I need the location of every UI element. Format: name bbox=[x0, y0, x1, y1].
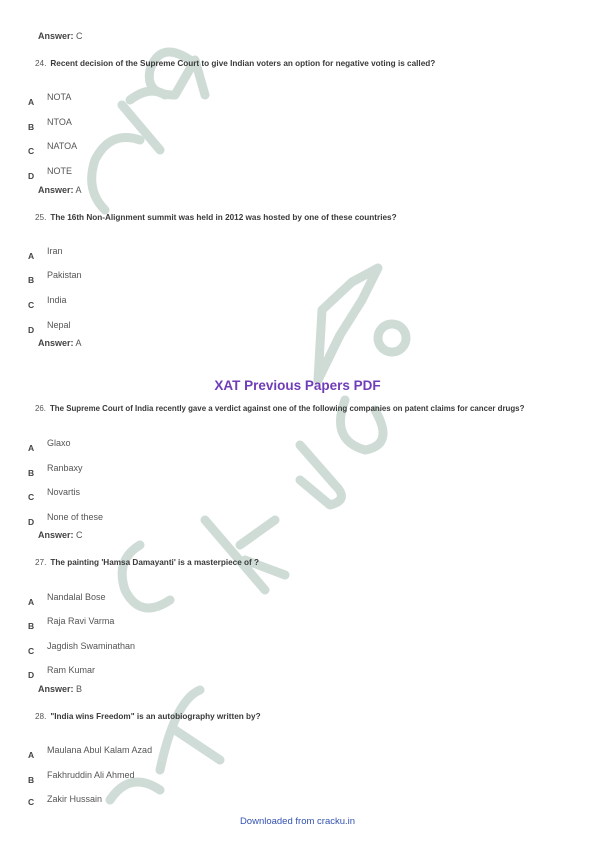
option-25-c[interactable] bbox=[28, 295, 34, 313]
xat-banner-link[interactable]: XAT Previous Papers PDF bbox=[214, 378, 381, 393]
question-number: 24. bbox=[35, 59, 47, 68]
option-text: NOTA bbox=[47, 92, 72, 102]
answer-25 bbox=[38, 338, 82, 348]
option-letter: A bbox=[28, 597, 35, 607]
question-number: 25. bbox=[35, 213, 47, 222]
question-text: The painting 'Hamsa Damayanti' is a masterpiece of ? bbox=[50, 558, 260, 567]
answer-value: A bbox=[75, 185, 82, 195]
option-24-b[interactable] bbox=[28, 117, 34, 135]
option-27-c[interactable] bbox=[28, 641, 34, 659]
question-number: 26. bbox=[35, 404, 46, 413]
option-letter: C bbox=[28, 646, 35, 656]
option-text: Iran bbox=[47, 246, 63, 256]
option-24-a[interactable] bbox=[28, 92, 34, 110]
option-letter: C bbox=[28, 492, 35, 502]
option-27-b[interactable] bbox=[28, 616, 34, 634]
option-text: Maulana Abul Kalam Azad bbox=[47, 745, 153, 755]
question-26 bbox=[35, 404, 524, 413]
option-28-c[interactable] bbox=[28, 792, 34, 810]
option-text: Zakir Hussain bbox=[47, 794, 103, 804]
question-24 bbox=[35, 59, 435, 68]
option-letter: C bbox=[28, 300, 35, 310]
option-letter: D bbox=[28, 670, 35, 680]
option-letter: C bbox=[28, 797, 35, 807]
option-text: Raja Ravi Varma bbox=[47, 616, 115, 626]
question-text: "India wins Freedom" is an autobiography written by? bbox=[50, 712, 261, 721]
option-26-b[interactable] bbox=[28, 463, 34, 481]
question-text: Recent decision of the Supreme Court to give Indian voters an option for negative voting is called? bbox=[50, 59, 436, 68]
option-27-a[interactable] bbox=[28, 592, 34, 610]
answer-value: B bbox=[76, 684, 83, 694]
option-text: India bbox=[47, 295, 67, 305]
answer-label: Answer: bbox=[38, 684, 74, 694]
option-text: Ram Kumar bbox=[47, 665, 96, 675]
answer-label: Answer: bbox=[38, 185, 74, 195]
option-28-a[interactable] bbox=[28, 745, 34, 763]
option-28-b[interactable] bbox=[28, 770, 34, 788]
option-letter: A bbox=[28, 750, 35, 760]
option-letter: D bbox=[28, 325, 35, 335]
option-26-a[interactable] bbox=[28, 438, 34, 456]
option-26-c[interactable] bbox=[28, 487, 34, 505]
footer-download-link[interactable]: Downloaded from cracku.in bbox=[239, 816, 356, 827]
option-text: Jagdish Swaminathan bbox=[47, 641, 136, 651]
question-number: 28. bbox=[35, 712, 47, 721]
answer-label: Answer: bbox=[38, 338, 74, 348]
question-text: The Supreme Court of India recently gave a verdict against one of the following companies on patent claims for cancer drugs? bbox=[49, 404, 525, 413]
option-letter: D bbox=[28, 171, 35, 181]
option-text: Novartis bbox=[47, 487, 81, 497]
option-text: Nepal bbox=[47, 320, 71, 330]
answer-label: Answer: bbox=[38, 31, 74, 41]
option-text: None of these bbox=[47, 512, 104, 522]
option-text: Fakhruddin Ali Ahmed bbox=[47, 770, 135, 780]
option-25-d[interactable] bbox=[28, 320, 34, 338]
question-text: The 16th Non-Alignment summit was held in 2012 was hosted by one of these countries? bbox=[50, 213, 397, 222]
option-25-b[interactable] bbox=[28, 270, 34, 288]
option-25-a[interactable] bbox=[28, 246, 34, 264]
option-text: Nandalal Bose bbox=[47, 592, 106, 602]
option-text: NTOA bbox=[47, 117, 72, 127]
answer-label: Answer: bbox=[38, 530, 74, 540]
question-25 bbox=[35, 213, 397, 222]
option-26-d[interactable] bbox=[28, 512, 34, 530]
option-24-d[interactable] bbox=[28, 166, 34, 184]
option-letter: D bbox=[28, 517, 35, 527]
answer-value: A bbox=[75, 338, 82, 348]
option-letter: A bbox=[28, 443, 35, 453]
option-27-d[interactable] bbox=[28, 665, 34, 683]
option-letter: B bbox=[28, 621, 35, 631]
answer-23 bbox=[38, 31, 83, 41]
option-letter: A bbox=[28, 97, 35, 107]
option-letter: B bbox=[28, 275, 35, 285]
option-text: Pakistan bbox=[47, 270, 82, 280]
option-letter: B bbox=[28, 468, 35, 478]
option-text: Glaxo bbox=[47, 438, 71, 448]
option-letter: B bbox=[28, 122, 35, 132]
answer-24 bbox=[38, 185, 82, 195]
question-27 bbox=[35, 558, 259, 567]
option-text: Ranbaxy bbox=[47, 463, 83, 473]
option-letter: A bbox=[28, 251, 35, 261]
answer-value: C bbox=[76, 530, 83, 540]
option-letter: B bbox=[28, 775, 35, 785]
option-text: NOTE bbox=[47, 166, 73, 176]
option-24-c[interactable] bbox=[28, 141, 34, 159]
option-text: NATOA bbox=[47, 141, 78, 151]
answer-27 bbox=[38, 684, 82, 694]
question-28 bbox=[35, 712, 261, 721]
question-number: 27. bbox=[35, 558, 47, 567]
answer-value: C bbox=[76, 31, 83, 41]
answer-26 bbox=[38, 530, 83, 540]
option-letter: C bbox=[28, 146, 35, 156]
